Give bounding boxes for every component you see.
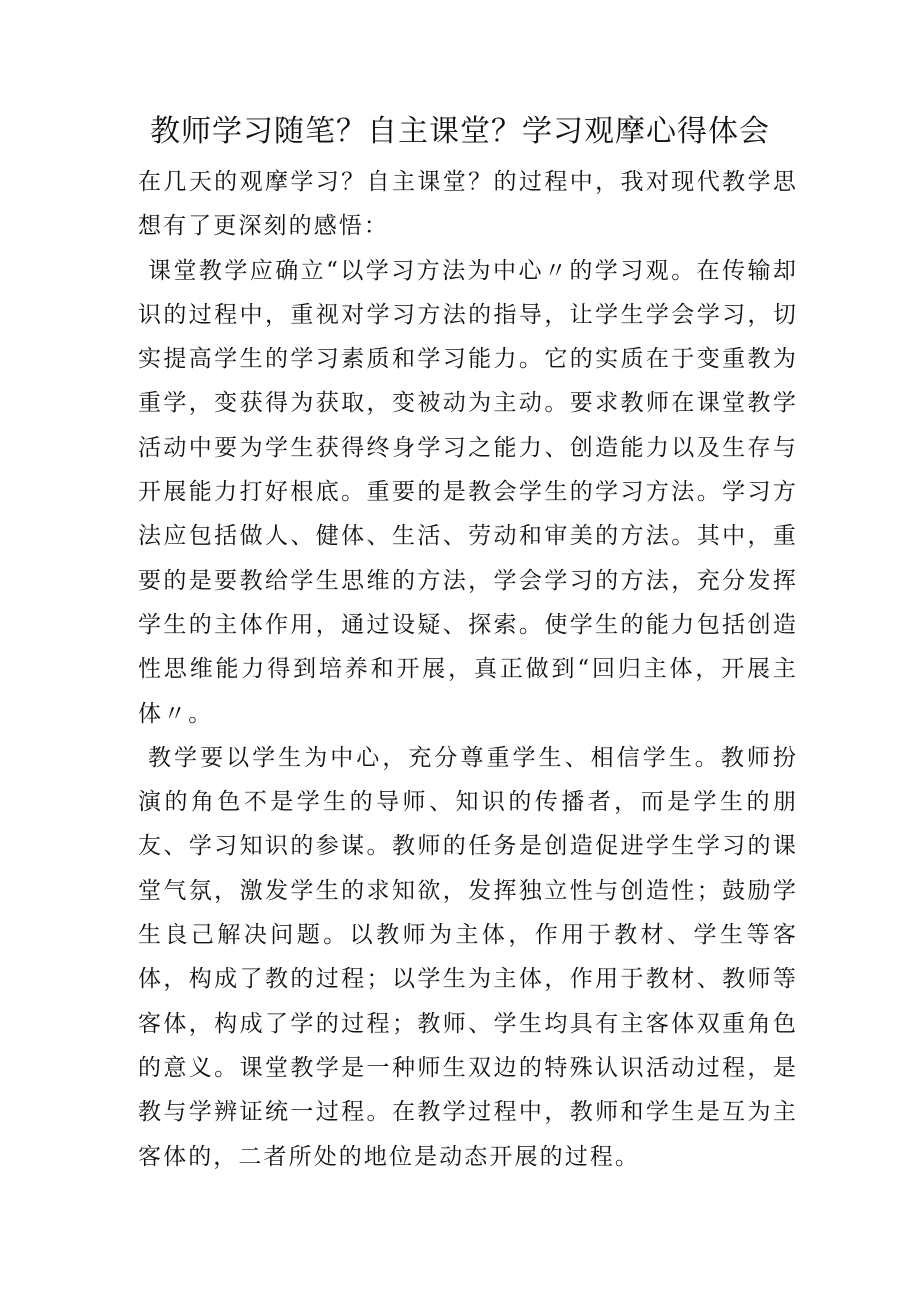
paragraph-learning-method: 课堂教学应确立“以学习方法为中心〃的学习观。在传输却识的过程中，重视对学习方法的指导，让学生学会学习，切实提高学生的学习素质和学习能力。它的实质在于变重教为重学，变获得为获取，变被动为主动。要求教师在课堂教学活动中要为学生获得终身学习之能力、创造能力以及生存与开展能力打好根底。重要的是教会学生的学习方法。学习方法应包括做人、健体、生活、劳动和审美的方法。其中，重要的是要教给学生思维的方法，学会学习的方法，充分发挥学生的主体作用，通过设疑、探索。使学生的能力包括创造性思维能力得到培养和开展，真正做到“回归主体，开展主体〃。 [138,257,798,727]
document-body [138,160,798,1179]
paragraph-student-centered: 教学要以学生为中心，充分尊重学生、相信学生。教师扮演的角色不是学生的导师、知识的传播者，而是学生的朋友、学习知识的参谋。教师的任务是创造促进学生学习的课堂气氛，激发学生的求知欲，发挥独立性与创造性；鼓励学生良己解决问题。以教师为主体，作用于教材、学生等客体，构成了教的过程；以学生为主体，作用于教材、教师等客体，构成了学的过程；教师、学生均具有主客体双重角色的意义。课堂教学是一种师生双边的特殊认识活动过程，是教与学辨证统一过程。在教学过程中，教师和学生是互为主客体的，二者所处的地位是动态开展的过程。 [138,744,798,1170]
document-title: 教师学习随笔？自主课堂？学习观摩心得体会 [150,114,770,149]
paragraph-intro: 在几天的观摩学习？自主课堂？的过程中，我对现代教学思想有了更深刻的感悟： [138,169,798,240]
